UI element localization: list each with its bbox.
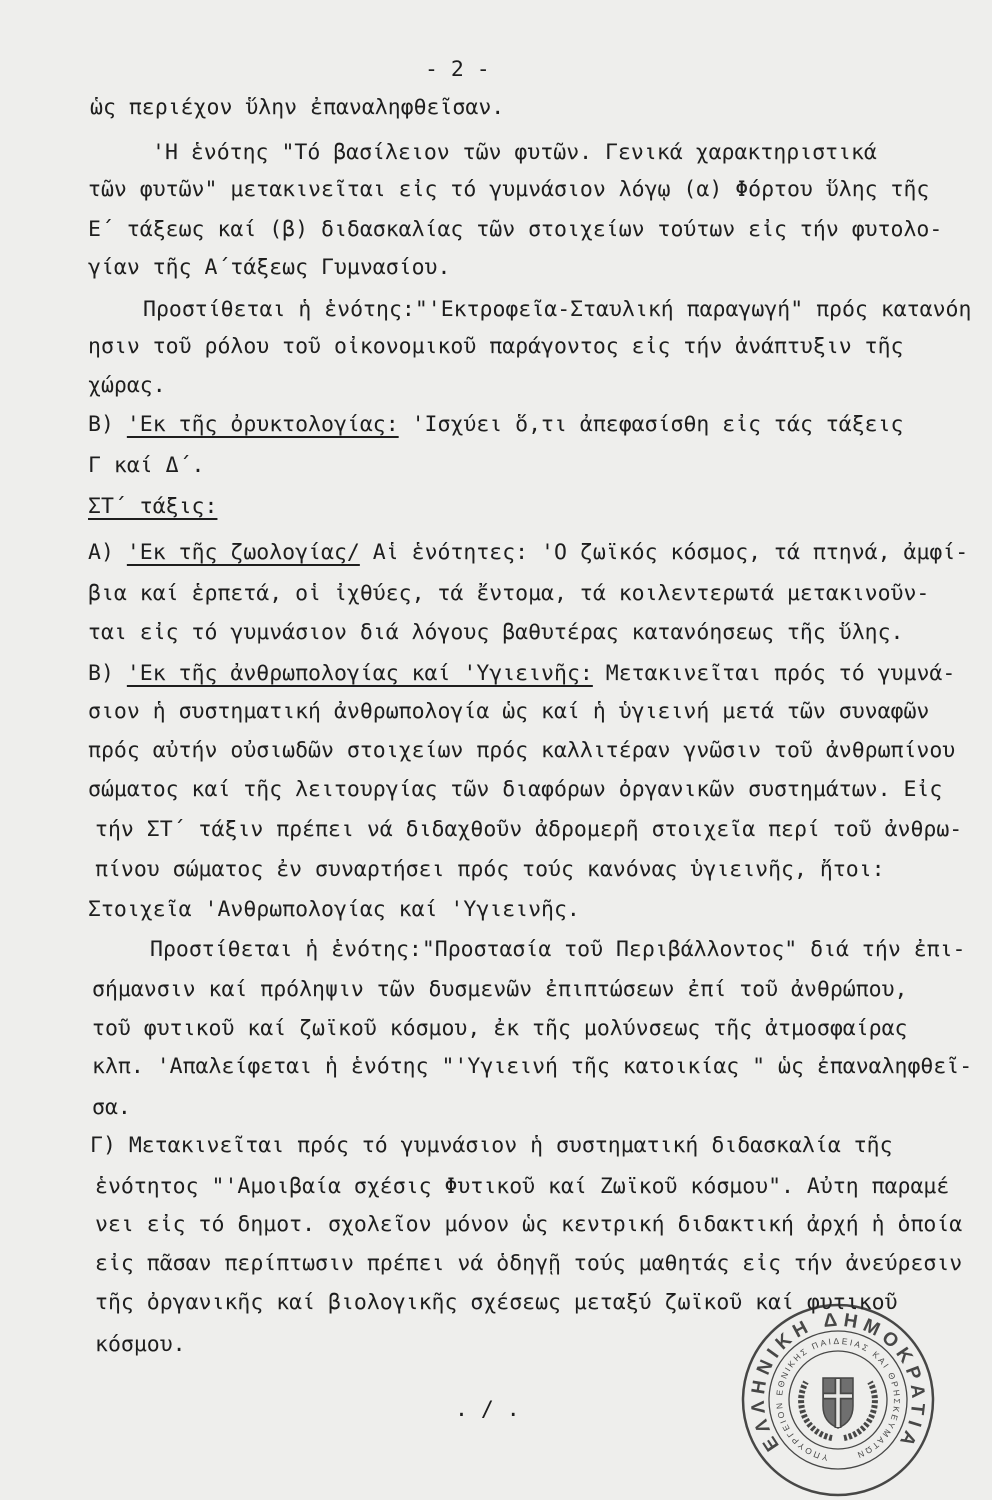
text-line: Προστίθεται ἡ ἑνότης:"Προστασία τοῦ Περιβάλλοντος" διά τήν ἐπι- [150,937,966,962]
text-line: Γ) Μετακινεῖται πρός τό γυμνάσιον ἡ συστηματική διδασκαλία τῆς [90,1133,893,1158]
text-line-section-b [88,661,955,687]
line-prefix: Β) [88,661,127,686]
text-line: κλπ. 'Απαλείφεται ἡ ἑνότης "'Υγιεινή τῆς κατοικίας " ὡς ἐπαναληφθεῖ- [92,1054,973,1079]
line-rest: Μετακινεῖται πρός τό γυμνά- [592,661,956,686]
text-line: σα. [92,1095,131,1120]
text-line-section-a [88,540,968,566]
text-line: ἑνότητος "'Αμοιβαία σχέσις Φυτικοῦ καί Ζωϊκοῦ κόσμου". Αὐτη παραμέ [95,1174,950,1199]
text-line: χώρας. [88,373,166,398]
text-line: Γ καί Δ΄. [88,453,205,478]
text-line: τῶν φυτῶν" μετακινεῖται εἰς τό γυμνάσιον λόγῳ (α) Φόρτου ὕλης τῆς [88,177,930,202]
coat-of-arms-icon [801,1378,875,1438]
text-line: σώματος καί τῆς λειτουργίας τῶν διαφόρων ὀργανικῶν συστημάτων. Εἰς [88,777,943,802]
seal-outer-text: ΕΛΛΗΝΙΚΗ ΔΗΜΟΚΡΑΤΙΑ [747,1309,929,1455]
text-line: πρός αὐτήν οὐσιωδῶν στοιχείων πρός καλλιτέραν γνῶσιν τοῦ ἀνθρωπίνου [88,738,956,763]
text-line: βια καί ἑρπετά, οἱ ἰχθύες, τά ἔντομα, τά κοιλεντερωτά μετακινοῦν- [88,581,930,606]
text-line: σήμανσιν καί πρόληψιν τῶν δυσμενῶν ἐπιπτώσεων ἐπί τοῦ ἀνθρώπου, [92,977,908,1002]
text-line: 'Η ἑνότης "Τό βασίλειον τῶν φυτῶν. Γενικά χαρακτηριστικά [152,140,877,165]
text-line: πίνου σώματος ἐν συναρτήσει πρός τούς κανόνας ὑγιεινῆς, ἤτοι: [95,857,885,882]
text-line: Ε΄ τάξεως καί (β) διδασκαλίας τῶν στοιχείων τούτων εἰς τήν φυτολο- [88,217,943,242]
text-line: τοῦ φυτικοῦ καί ζωϊκοῦ κόσμου, ἐκ τῆς μολύνσεως τῆς ἀτμοσφαίρας [92,1016,908,1041]
text-line: ησιν τοῦ ρόλου τοῦ οἰκονομικοῦ παράγοντος εἰς τήν ἀνάπτυξιν τῆς [88,334,904,359]
text-line: κόσμου. [95,1332,186,1357]
underlined-heading: ΣΤ΄ τάξις: [88,494,218,519]
line-rest: Αἱ ἑνότητες: 'Ο ζωϊκός κόσμος, τά πτηνά, ἀμφί- [359,540,969,565]
text-line: Στοιχεῖα 'Ανθρωπολογίας καί 'Υγιεινῆς. [88,897,580,922]
seal-inner-text: ΥΠΟΥΡΓΕΙΟΝ ΕΘΝΙΚΗΣ ΠΑΙΔΕΙΑΣ ΚΑΙ ΘΡΗΣΚΕΥΜΑΤΩΝ [773,1335,903,1463]
underlined-heading: 'Εκ τῆς ζωολογίας/ [126,540,360,565]
text-line: ται εἰς τό γυμνάσιον διά λόγους βαθυτέρας κατανόησεως τῆς ὕλης. [88,620,904,645]
text-line: ὡς περιέχον ὕλην ἐπαναληφθεῖσαν. [90,95,505,120]
text-line: τῆς ὀργανικῆς καί βιολογικῆς σχέσεως μεταξύ ζωϊκοῦ καί φυτικοῦ [95,1290,898,1315]
page-number: - 2 - [425,57,490,82]
text-line: νει εἰς τό δημοτ. σχολεῖον μόνον ὡς κεντρική διδακτική ἀρχή ἡ ὁποία [95,1212,963,1237]
text-line: Προστίθεται ἡ ἑνότης:"'Εκτροφεῖα-Σταυλική παραγωγή" πρός κατανόη [143,297,972,322]
text-line-section-b [88,412,904,438]
line-prefix: Β) [88,412,127,437]
line-prefix: Α) [88,540,127,565]
class-heading [88,494,217,520]
text-line: σιον ἡ συστηματική ἀνθρωπολογία ὡς καί ἡ ὑγιεινή μετά τῶν συναφῶν [88,699,930,724]
text-line: εἰς πᾶσαν περίπτωσιν πρέπει νά ὁδηγῇ τούς μαθητάς εἰς τήν ἀνεύρεσιν [95,1251,963,1276]
text-line: γίαν τῆς Α΄τάξεως Γυμνασίου. [88,255,451,280]
text-line: τήν ΣΤ΄ τάξιν πρέπει νά διδαχθοῦν ἀδρομερῆ στοιχεῖα περί τοῦ ἀνθρω- [95,817,963,842]
underlined-heading: 'Εκ τῆς ὀρυκτολογίας: [126,412,399,437]
line-rest: 'Ισχύει ὅ,τι ἀπεφασίσθη εἰς τάς τάξεις [398,412,904,437]
continuation-mark: . / . [455,1397,520,1422]
underlined-heading: 'Εκ τῆς ἀνθρωπολογίας καί 'Υγιεινῆς: [126,661,593,686]
seal-stamp [738,1300,938,1500]
